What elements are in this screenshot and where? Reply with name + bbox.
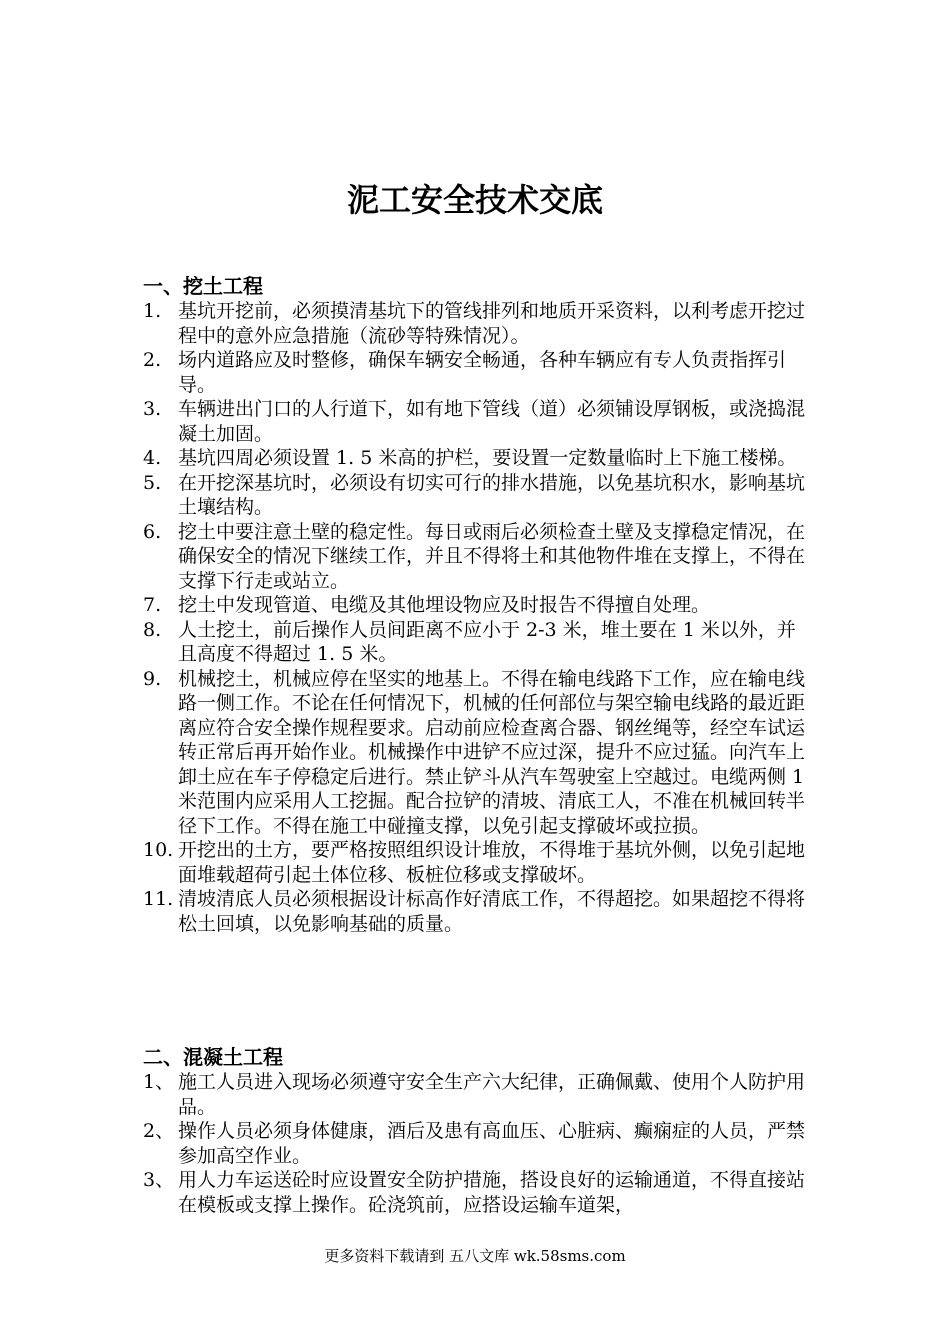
item-text: 操作人员必须身体健康，酒后及患有高血压、心脏病、癫痫症的人员，严禁参加高空作业。 xyxy=(178,1120,806,1167)
item-number: 10. xyxy=(143,839,174,861)
item-text: 挖土中发现管道、电缆及其他埋设物应及时报告不得擅自处理。 xyxy=(178,594,711,616)
list-item xyxy=(143,471,810,520)
item-number: 3. xyxy=(143,398,162,420)
list-item xyxy=(143,1070,810,1119)
item-number: 9. xyxy=(143,667,162,690)
list-item xyxy=(143,667,810,839)
item-number: 7. xyxy=(143,594,162,616)
list-item xyxy=(143,397,810,446)
item-number: 11. xyxy=(143,888,174,910)
list-item xyxy=(143,446,810,471)
list-item xyxy=(143,838,810,887)
item-text: 在开挖深基坑时，必须设有切实可行的排水措施，以免基坑积水，影响基坑土壤结构。 xyxy=(178,471,806,518)
item-number: 2、 xyxy=(143,1120,175,1142)
item-text: 机械挖土，机械应停在坚实的地基上。不得在输电线路下工作，应在输电线路一侧工作。不论在任何情况下，机械的任何部位与架空输电线路的最近距离应符合安全操作规程要求。启动前应检查离合器、钢丝绳等，经空车试运转正常后再开始作业。机械操作中进铲不应过深，提升不应过猛。向汽车上卸土应在车子停稳定后进行。禁止铲斗从汽车驾驶室上空越过。电缆两侧 1 米范围内应采用人工挖掘。配合拉铲的清坡、清底工人，不准在机械回转半径下工作。不得在施工中碰撞支撑，以免引起支撑破坏或拉损。 xyxy=(178,667,806,837)
footer-note: 更多资料下载请到 五八文库 wk.58sms.com xyxy=(324,1247,626,1265)
item-number: 4. xyxy=(143,447,162,469)
item-text: 施工人员进入现场必须遵守安全生产六大纪律，正确佩戴、使用个人防护用品。 xyxy=(178,1071,806,1118)
item-number: 5. xyxy=(143,471,162,494)
item-text: 车辆进出门口的人行道下，如有地下管线（道）必须铺设厚钢板，或浇捣混凝土加固。 xyxy=(178,398,806,445)
item-text: 场内道路应及时整修，确保车辆安全畅通，各种车辆应有专人负责指挥引导。 xyxy=(178,349,787,396)
page-title: 泥工安全技术交底 xyxy=(346,181,603,219)
list-item xyxy=(143,299,810,348)
item-number: 8. xyxy=(143,618,162,641)
item-number: 6. xyxy=(143,520,162,543)
list-item xyxy=(143,887,810,936)
item-text: 基坑四周必须设置 1. 5 米高的护栏，要设置一定数量临时上下施工楼梯。 xyxy=(178,447,797,469)
item-text: 用人力车运送砼时应设置安全防护措施，搭设良好的运输通道，不得直接站在模板或支撑上操作。砼浇筑前，应搭设运输车道架， xyxy=(178,1169,806,1216)
item-text: 开挖出的土方，要严格按照组织设计堆放，不得堆于基坑外侧，以免引起地面堆载超荷引起土体位移、板桩位移或支撑破坏。 xyxy=(178,839,806,886)
item-text: 人土挖土，前后操作人员间距离不应小于 2-3 米，堆土要在 1 米以外，并且高度不得超过 1. 5 米。 xyxy=(178,618,796,665)
list-item xyxy=(143,1168,810,1217)
list-item xyxy=(143,1119,810,1168)
list-item xyxy=(143,520,810,594)
concrete-item-list xyxy=(143,1070,810,1217)
item-number: 2. xyxy=(143,349,162,371)
section-heading-excavation: 一、挖土工程 xyxy=(143,274,263,298)
list-item xyxy=(143,348,810,397)
list-item xyxy=(143,593,810,618)
section-heading-concrete: 二、混凝土工程 xyxy=(143,1045,283,1069)
item-text: 挖土中要注意土壁的稳定性。每日或雨后必须检查土壁及支撑稳定情况，在确保安全的情况下继续工作，并且不得将土和其他物件堆在支撑上，不得在支撑下行走或站立。 xyxy=(178,520,806,592)
list-item xyxy=(143,618,810,667)
item-number: 3、 xyxy=(143,1169,175,1191)
excavation-item-list xyxy=(143,299,810,936)
item-number: 1. xyxy=(143,300,162,322)
item-number: 1、 xyxy=(143,1071,175,1093)
item-text: 清坡清底人员必须根据设计标高作好清底工作，不得超挖。如果超挖不得将松土回填，以免影响基础的质量。 xyxy=(178,888,806,935)
item-text: 基坑开挖前，必须摸清基坑下的管线排列和地质开采资料，以利考虑开挖过程中的意外应急措施（流砂等特殊情况）。 xyxy=(178,300,806,347)
